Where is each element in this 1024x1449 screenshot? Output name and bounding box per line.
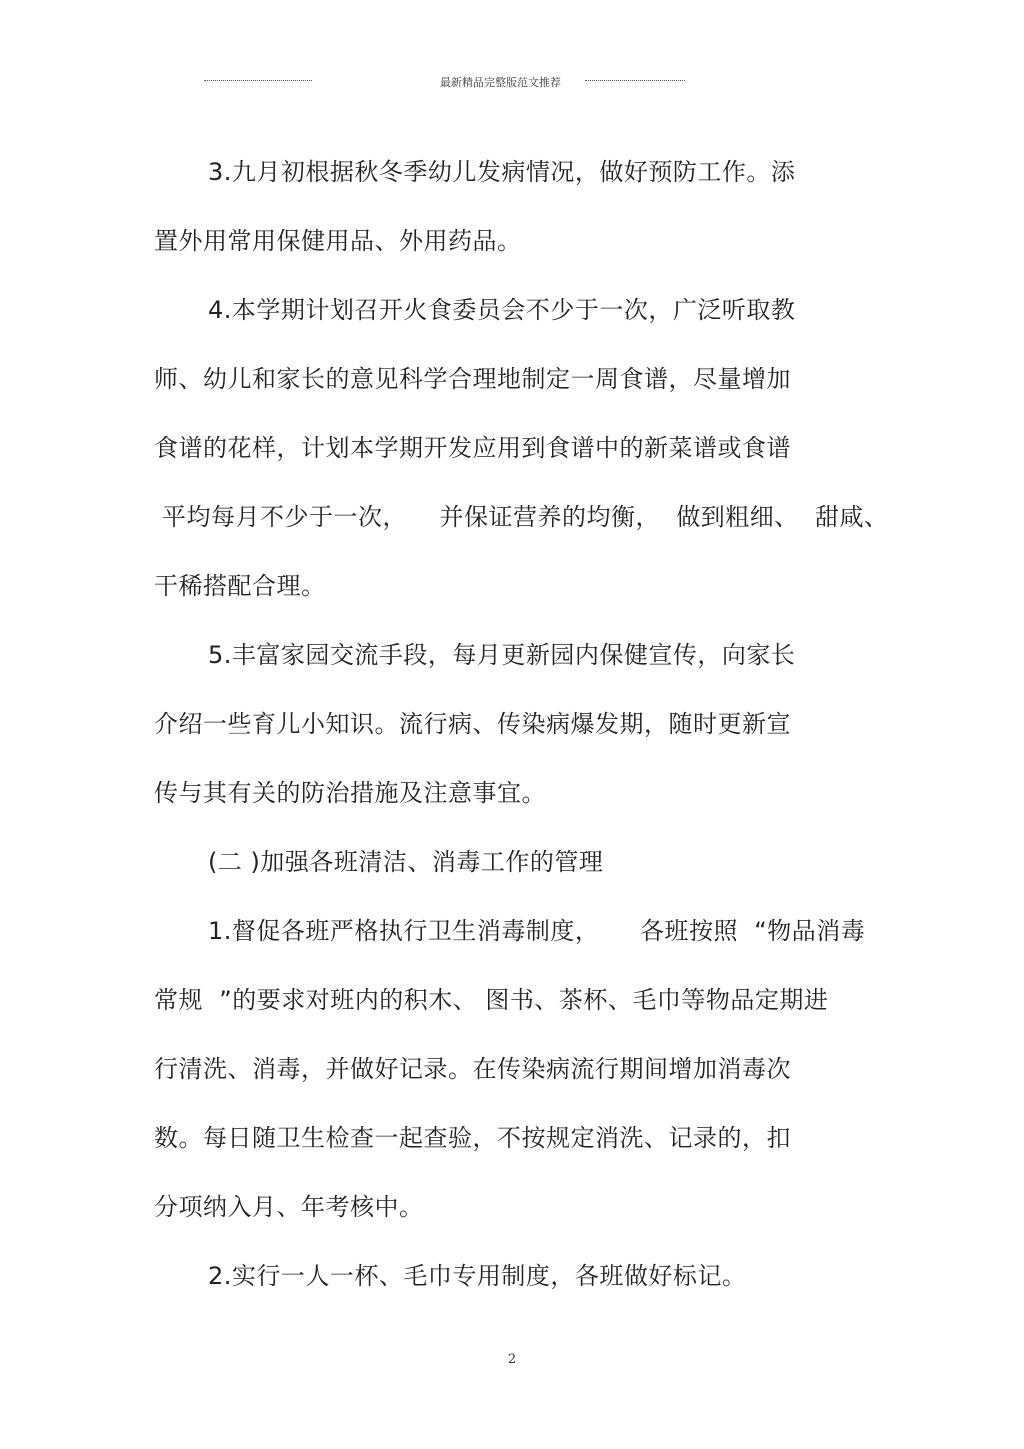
header-rule-right <box>585 80 685 81</box>
body-line: 食谱的花样，计划本学期开发应用到食谱中的新菜谱或食谱 <box>154 434 791 462</box>
header-rule-left <box>204 80 312 81</box>
body-line: 2.实行一人一杯、毛巾专用制度，各班做好标记。 <box>208 1262 747 1290</box>
body-line: 分项纳入月、年考核中。 <box>154 1193 424 1221</box>
body-line: 行清洗、消毒，并做好记录。在传染病流行期间增加消毒次 <box>154 1055 791 1083</box>
body-line: 3.九月初根据秋冬季幼儿发病情况，做好预防工作。添 <box>208 158 796 186</box>
body-line: 置外用常用保健用品、外用药品。 <box>154 227 522 255</box>
header-title: 最新精品完整版范文推荐 <box>440 76 561 89</box>
body-line: 干稀搭配合理。 <box>154 572 326 600</box>
body-line: 师、幼儿和家长的意见科学合理地制定一周食谱，尽量增加 <box>154 365 791 393</box>
body-line: 1.督促各班严格执行卫生消毒制度， 各班按照 “物品消毒 <box>208 917 866 945</box>
body-line: 平均每月不少于一次， 并保证营养的均衡， 做到粗细、 甜咸、 <box>162 503 889 531</box>
page-number: 2 <box>507 1352 517 1367</box>
page-header <box>0 74 1024 90</box>
body-line: 介绍一些育儿小知识。流行病、传染病爆发期，随时更新宣 <box>154 710 791 738</box>
body-line: 4.本学期计划召开火食委员会不少于一次，广泛听取教 <box>208 296 796 324</box>
body-line: 传与其有关的防治措施及注意事宜。 <box>154 779 546 807</box>
body-line: 常规 ”的要求对班内的积木、 图书、茶杯、毛巾等物品定期进 <box>154 986 829 1014</box>
section-heading: (二 )加强各班清洁、消毒工作的管理 <box>208 848 604 876</box>
body-line: 数。每日随卫生检查一起查验，不按规定消洗、记录的，扣 <box>154 1124 791 1152</box>
body-line: 5.丰富家园交流手段，每月更新园内保健宣传，向家长 <box>208 641 796 669</box>
